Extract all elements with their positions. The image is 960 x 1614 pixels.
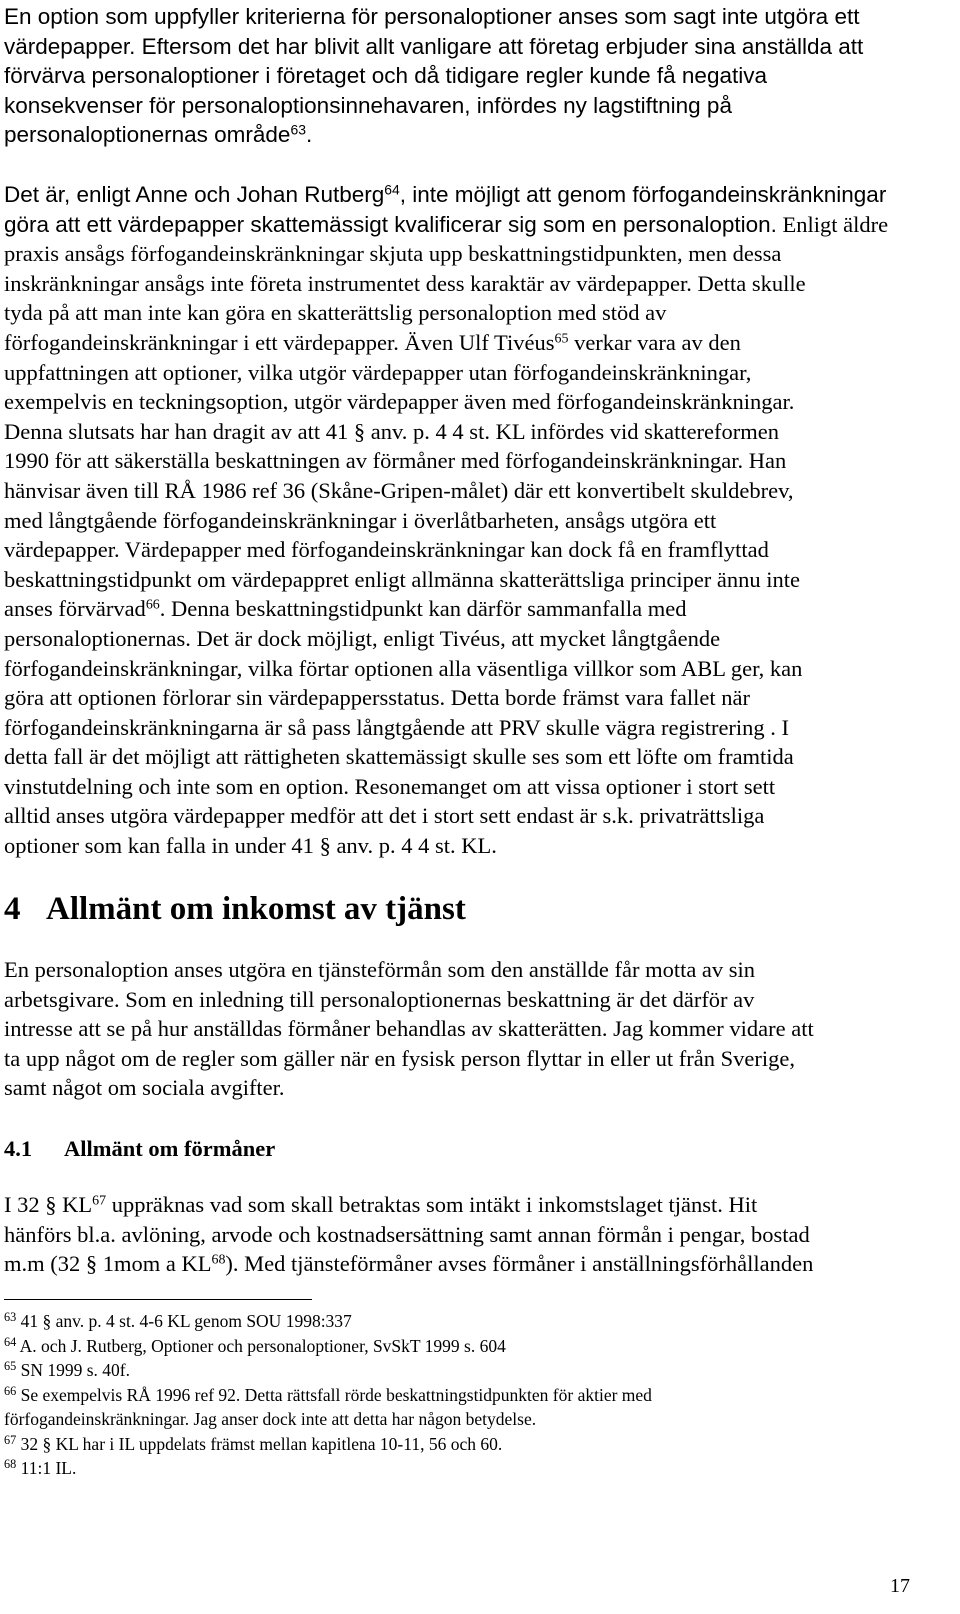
text-line [4, 1190, 954, 1220]
text-run: göra att ett värdepapper skattemässigt kvalificerar sig som en personaloption. [4, 211, 777, 237]
text-line: 1990 för att säkerställa beskattningen av förmåner med förfogandeinskränkningar. Han [4, 448, 787, 474]
text-line: värdepapper. Värdepapper med förfogandeinskränkningar kan dock få en framflyttad [4, 537, 769, 563]
text-line [4, 1249, 954, 1279]
text-line [4, 417, 954, 447]
heading-number: 4.1 [4, 1136, 33, 1161]
text-run: personaloptionernas område [4, 122, 291, 147]
text-line: hänförs bl.a. avlöning, arvode och kostnadsersättning samt annan förmån i pengar, bostad [4, 1221, 810, 1247]
text-run: KL [56, 1192, 93, 1217]
text-run: . [305, 122, 313, 147]
text-line [4, 328, 954, 358]
footnote-ref-63[interactable]: 63 [290, 121, 306, 138]
text-line [4, 120, 954, 150]
text-line: intresse att se på hur anställdas förmåner behandlas av skatterätten. Jag kommer vidare att [4, 1016, 814, 1042]
text-run: anses förvärvad [4, 596, 146, 622]
text-run: uppräknas vad som skall betraktas som intäkt i inkomstslaget tjänst. Hit [106, 1192, 758, 1217]
text-line: exempelvis en teckningsoption, utgör värdepapper även med förfogandeinskränkningar. [4, 389, 795, 415]
text-run: ). Med tjänsteförmåner avses förmåner i anställningsförhållanden [225, 1251, 814, 1277]
text-run: förfogandeinskränkningar i ett värdepapper. Även Ulf Tivéus [4, 329, 555, 355]
section-sign: § [353, 418, 366, 444]
footnote-number: 68 [4, 1456, 17, 1471]
text-line: personaloptionernas. Det är dock möjligt, enligt Tivéus, att mycket långtgående [4, 625, 721, 651]
paragraph-3 [4, 955, 954, 1103]
footnote-64 [4, 1334, 954, 1359]
text-line: värdepapper. Eftersom det har blivit allt vanligare att företag erbjuder sina anställda att [4, 33, 864, 59]
footnote-number: 67 [4, 1432, 17, 1447]
text-run: verkar vara av den [568, 329, 741, 355]
text-run: KL har i IL uppdelats främst mellan kapitlena 10-11, 56 och 60. [51, 1433, 503, 1454]
text-line: tyda på att man inte kan göra en skatterättslig personaloption med stöd av [4, 300, 667, 326]
text-run: 41 [20, 1311, 43, 1331]
text-run: anv. p. 4 st. 4-6 KL genom SOU 1998:337 [51, 1311, 352, 1331]
text-run: m.m (32 [4, 1251, 86, 1277]
text-run: 11:1 IL. [20, 1458, 77, 1478]
text-run: anv. p. 4 4 st. KL. [330, 833, 497, 859]
footnote-separator [4, 1299, 312, 1300]
footnote-63 [4, 1309, 954, 1334]
section-heading-4 [4, 887, 466, 931]
text-run: Denna slutsats har han dragit av att 41 [4, 418, 354, 444]
text-run: Det är, enligt Anne och Johan Rutberg [4, 182, 385, 207]
footnote-ref-65[interactable]: 65 [554, 331, 569, 347]
section-sign: § [42, 1311, 52, 1331]
text-run: . Denna beskattningstidpunkt kan därför sammanfalla med [159, 596, 687, 622]
paragraph-1 [4, 2, 954, 150]
text-run: anv. p. 4 4 st. KL infördes vid skattereformen [365, 418, 780, 444]
text-line: med långtgående förfogandeinskränkningar i överlåtbarheten, ansågs utgöra ett [4, 507, 717, 533]
text-line: samt något om sociala avgifter. [4, 1075, 285, 1101]
text-run: I 32 [4, 1192, 46, 1217]
section-sign: § [85, 1251, 98, 1277]
heading-number: 4 [4, 891, 21, 927]
text-run: optioner som kan falla in under 41 [4, 833, 320, 859]
footnote-66 [4, 1383, 954, 1408]
heading-title: Allmänt om inkomst av tjänst [46, 891, 466, 927]
text-run: 32 [20, 1433, 43, 1454]
text-run: 1mom a KL [97, 1251, 212, 1277]
section-sign: § [42, 1433, 52, 1454]
text-line [4, 594, 954, 624]
text-line: ta upp något om de regler som gäller när en fysisk person flyttar in eller ut från Sverige, [4, 1045, 796, 1071]
text-line: beskattningstidpunkt om värdepappret enligt allmänna skatterättsliga principer ännu inte [4, 566, 801, 592]
text-line [4, 831, 954, 861]
text-line: förfogandeinskränkningarna är så pass långtgående att PRV skulle vägra registrering . I [4, 714, 790, 740]
paragraph-4 [4, 1190, 954, 1279]
text-run: Se exempelvis RÅ 1996 ref 92. Detta rättsfall rörde beskattningstidpunkten för aktier med [20, 1384, 652, 1405]
text-run: SN 1999 s. 40f. [20, 1360, 131, 1380]
text-line: arbetsgivare. Som en inledning till personaloptionernas beskattning är det därför av [4, 986, 755, 1012]
footnote-66-continued: förfogandeinskränkningar. Jag anser dock inte att detta har någon betydelse. [4, 1409, 537, 1429]
text-line: hänvisar även till RÅ 1986 ref 36 (Skåne-Gripen-målet) där ett konvertibelt skuldebrev, [4, 477, 794, 503]
text-line: förvärva personaloptioner i företaget och då tidigare regler kunde få negativa [4, 63, 767, 88]
text-line: detta fall är det möjligt att rättigheten skattemässigt skulle ses som ett löfte om framtida [4, 744, 794, 770]
footnote-65 [4, 1358, 954, 1383]
text-run: , inte möjligt att genom förfogandeinskränkningar [399, 182, 887, 207]
text-line: uppfattningen att optioner, vilka utgör värdepapper utan förfogandeinskränkningar, [4, 359, 752, 385]
footnote-number: 63 [4, 1309, 17, 1324]
footnote-ref-68[interactable]: 68 [211, 1252, 226, 1268]
text-line: konsekvenser för personaloptionsinnehavaren, infördes ny lagstiftning på [4, 92, 732, 118]
footnote-number: 65 [4, 1358, 17, 1373]
footnote-ref-66[interactable]: 66 [145, 597, 160, 613]
heading-title: Allmänt om förmåner [64, 1136, 276, 1161]
footnotes [4, 1309, 954, 1481]
footnote-ref-64[interactable]: 64 [384, 181, 400, 198]
text-line: göra att optionen förlorar sin värdepappersstatus. Detta borde främst vara fallet när [4, 685, 750, 711]
text-line [4, 210, 954, 240]
paragraph-2 [4, 180, 954, 861]
text-line [4, 180, 954, 210]
text-run: A. och J. Rutberg, Optioner och personaloptioner, SvSkT 1999 s. 604 [19, 1335, 506, 1356]
text-run: Enligt äldre [776, 211, 889, 237]
text-line: förfogandeinskränkningar, vilka förtar optionen alla väsentliga villkor som ABL ger, kan [4, 655, 803, 681]
footnote-67 [4, 1432, 954, 1457]
text-line: vinstutdelning och inte som en option. Resonemanget om att vissa optioner i stort sett [4, 773, 776, 799]
footnote-number: 64 [4, 1334, 17, 1349]
text-line: En option som uppfyller kriterierna för personaloptioner anses som sagt inte utgöra ett [4, 4, 860, 29]
text-line: inskränkningar ansågs inte företa instrumentet dess karaktär av värdepapper. Detta skulle [4, 270, 806, 296]
page-number: 17 [890, 1575, 910, 1597]
text-line: alltid anses utgöra värdepapper medför att det i stort sett endast är s.k. privaträttsliga [4, 803, 765, 829]
footnote-68 [4, 1456, 954, 1481]
section-heading-4-1 [4, 1134, 275, 1164]
footnote-number: 66 [4, 1383, 17, 1398]
section-sign: § [45, 1192, 57, 1217]
footnote-ref-67[interactable]: 67 [92, 1193, 107, 1209]
text-line: En personaloption anses utgöra en tjänsteförmån som den anställde får motta av sin [4, 957, 756, 982]
text-line: praxis ansågs förfogandeinskränkningar skjuta upp beskattningstidpunkten, men dessa [4, 241, 782, 267]
section-sign: § [319, 833, 331, 859]
